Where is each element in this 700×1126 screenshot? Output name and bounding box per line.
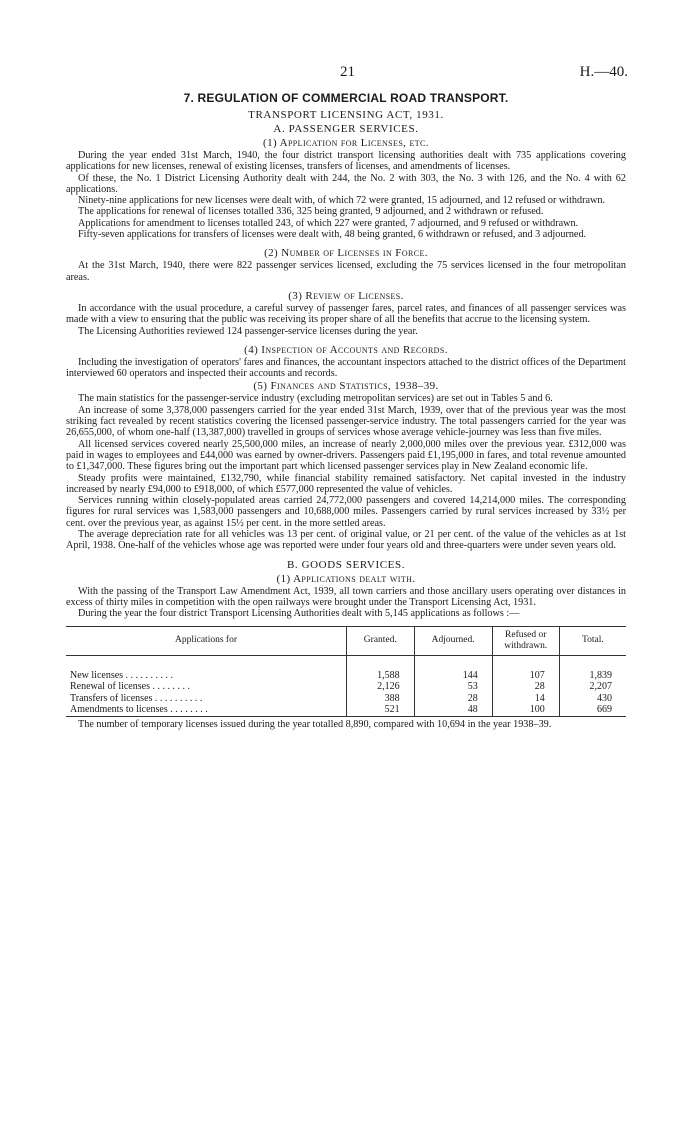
cell-granted: 521 <box>347 704 415 716</box>
document-body <box>66 56 626 730</box>
cell-adjourned: 28 <box>414 693 492 705</box>
section-a-heading: A. PASSENGER SERVICES. <box>273 123 419 135</box>
row-label: Transfers of licenses <box>70 692 153 704</box>
cell-refused: 28 <box>492 681 559 693</box>
paragraph: In accordance with the usual procedure, a careful survey of passenger fares, parcel rates, and finances of all passenger services was made with a view to ensuring that the public was receiving its proper share of all the benefits that accrue to the licensing system. <box>66 302 626 326</box>
subheading-finances: (5) Finances and Statistics, 1938–39. <box>253 380 439 393</box>
subheading-goods-applications: (1) Applications dealt with. <box>276 572 416 585</box>
cell-adjourned: 53 <box>414 681 492 693</box>
applications-table <box>66 626 626 717</box>
cell-granted: 2,126 <box>347 681 415 693</box>
subheading-applications: (1) Application for Licenses, etc. <box>263 137 429 149</box>
leader-dots: . . . . . . . . <box>152 681 190 692</box>
table-row <box>66 681 626 693</box>
cell-adjourned: 48 <box>414 704 492 716</box>
row-label: Amendments to licenses <box>70 704 168 715</box>
paragraph: Steady profits were maintained, £132,790, while financial stability remained satisfactory. Net capital invested in the industry increased by nearly £94,000 to £918,000, of which £577,000 represented the value of vehicles. <box>66 472 626 495</box>
page-title: 7. REGULATION OF COMMERCIAL ROAD TRANSPORT. <box>183 91 509 105</box>
paragraph: During the year ended 31st March, 1940, the four district transport licensing authorities dealt with 735 applications covering applications for new licenses, renewal of existing licenses, transfers of licenses, and amendments of licenses. <box>66 150 626 173</box>
paragraph: The average depreciation rate for all vehicles was 13 per cent. of original value, or 21 per cent. of the value of the vehicles as at 1st April, 1938. One-half of the vehicles whose age was reported were under four years old and three-quarters were under seven years old. <box>66 529 626 552</box>
paragraph: Applications for amendment to licenses totalled 243, of which 227 were granted, 7 adjourned, and 9 refused or withdrawn. <box>78 217 579 229</box>
col-refused: Refused or withdrawn. <box>492 626 559 655</box>
document-reference: H.—40. <box>579 64 628 80</box>
cell-granted: 388 <box>347 693 415 705</box>
paragraph: Services running within closely-populated areas carried 24,772,000 passengers and covered 14,214,000 miles. The corresponding figures for rural services was 1,583,000 passengers and 10,688,000 miles. Passengers carried by rural services increased by 33½ per cent. over the previous year, as against 15½ per cent. in the more settled areas. <box>66 495 626 529</box>
col-applications: Applications for <box>66 626 347 655</box>
paragraph: The Licensing Authorities reviewed 124 passenger-service licenses during the year. <box>78 325 418 337</box>
paragraph: The main statistics for the passenger-service industry (excluding metropolitan services) are set out in Tables 5 and 6. <box>78 393 553 405</box>
subheading-review: (3) Review of Licenses. <box>288 289 404 302</box>
subheading-inspection: (4) Inspection of Accounts and Records. <box>244 343 448 356</box>
paragraph: During the year the four district Transport Licensing Authorities dealt with 5,145 applications as follows :— <box>78 608 520 620</box>
cell-adjourned: 144 <box>414 655 492 681</box>
col-total: Total. <box>559 626 626 655</box>
cell-total: 430 <box>559 693 626 705</box>
leader-dots: . . . . . . . . . . <box>125 669 174 681</box>
subheading-licenses-in-force: (2) Number of Licenses in Force. <box>264 247 428 260</box>
col-adjourned: Adjourned. <box>414 626 492 655</box>
cell-total: 669 <box>559 704 626 716</box>
table-row <box>66 693 626 705</box>
cell-refused: 14 <box>492 693 559 705</box>
leader-dots: . . . . . . . . <box>170 704 208 715</box>
paragraph: The applications for renewal of licenses totalled 336, 325 being granted, 9 adjourned, and 2 withdrawn or refused. <box>78 206 544 218</box>
paragraph: The number of temporary licenses issued during the year totalled 8,890, compared with 10,694 in the year 1938–39. <box>78 718 552 730</box>
paragraph: An increase of some 3,378,000 passengers carried for the year ended 31st March, 1939, over that of the previous year was the most striking fact revealed by recent statistics covering the licensed passenger-service industry. The total passengers carried for the year was 26,655,000, of whom one-half (13,387,000) travelled in groups of services whose average vehicle-journey was less than five miles. <box>66 404 626 439</box>
cell-refused: 107 <box>492 655 559 681</box>
cell-total: 1,839 <box>559 655 626 681</box>
page-number: 21 <box>340 64 355 80</box>
paragraph: Including the investigation of operators' fares and finances, the accountant inspectors attached to the district offices of the Department interviewed 60 operators and inspected their accounts and records. <box>66 356 626 380</box>
row-label: Renewal of licenses <box>70 681 150 692</box>
table-header-row <box>66 626 626 655</box>
paragraph: With the passing of the Transport Law Amendment Act, 1939, all town carriers and those ancillary users operating over distances in excess of thirty miles in competition with the open railways were brought under the Transport Licensing Act, 1931. <box>66 585 626 608</box>
table-row <box>66 655 626 681</box>
cell-refused: 100 <box>492 704 559 716</box>
paragraph: All licensed services covered nearly 25,500,000 miles, an increase of nearly 2,000,000 miles over the previous year. £312,000 was paid in wages to employees and £44,000 was earned by owner-drivers. Passengers paid £1,195,000 in fares, and total revenue amounted to £1,347,000. These figures bring out the important part which licensed passenger services play in New Zealand economic life. <box>66 438 626 473</box>
paragraph: Of these, the No. 1 District Licensing Authority dealt with 244, the No. 2 with 303, the No. 3 with 126, and the No. 4 with 62 applications. <box>66 172 626 195</box>
paragraph: Fifty-seven applications for transfers of licenses were dealt with, 48 being granted, 6 withdrawn or refused, and 3 adjourned. <box>78 229 587 241</box>
act-heading: TRANSPORT LICENSING ACT, 1931. <box>248 109 444 121</box>
cell-total: 2,207 <box>559 681 626 693</box>
cell-granted: 1,588 <box>347 655 415 681</box>
table-row <box>66 704 626 716</box>
row-label: New licenses <box>70 669 124 681</box>
leader-dots: . . . . . . . . . . <box>154 692 203 704</box>
paragraph: At the 31st March, 1940, there were 822 passenger services licensed, excluding the 75 services licensed in the four metropolitan areas. <box>66 260 626 283</box>
paragraph: Ninety-nine applications for new licenses were dealt with, of which 72 were granted, 15 adjourned, and 12 refused or withdrawn. <box>78 195 606 207</box>
section-b-heading: B. GOODS SERVICES. <box>286 558 406 571</box>
col-granted: Granted. <box>347 626 415 655</box>
